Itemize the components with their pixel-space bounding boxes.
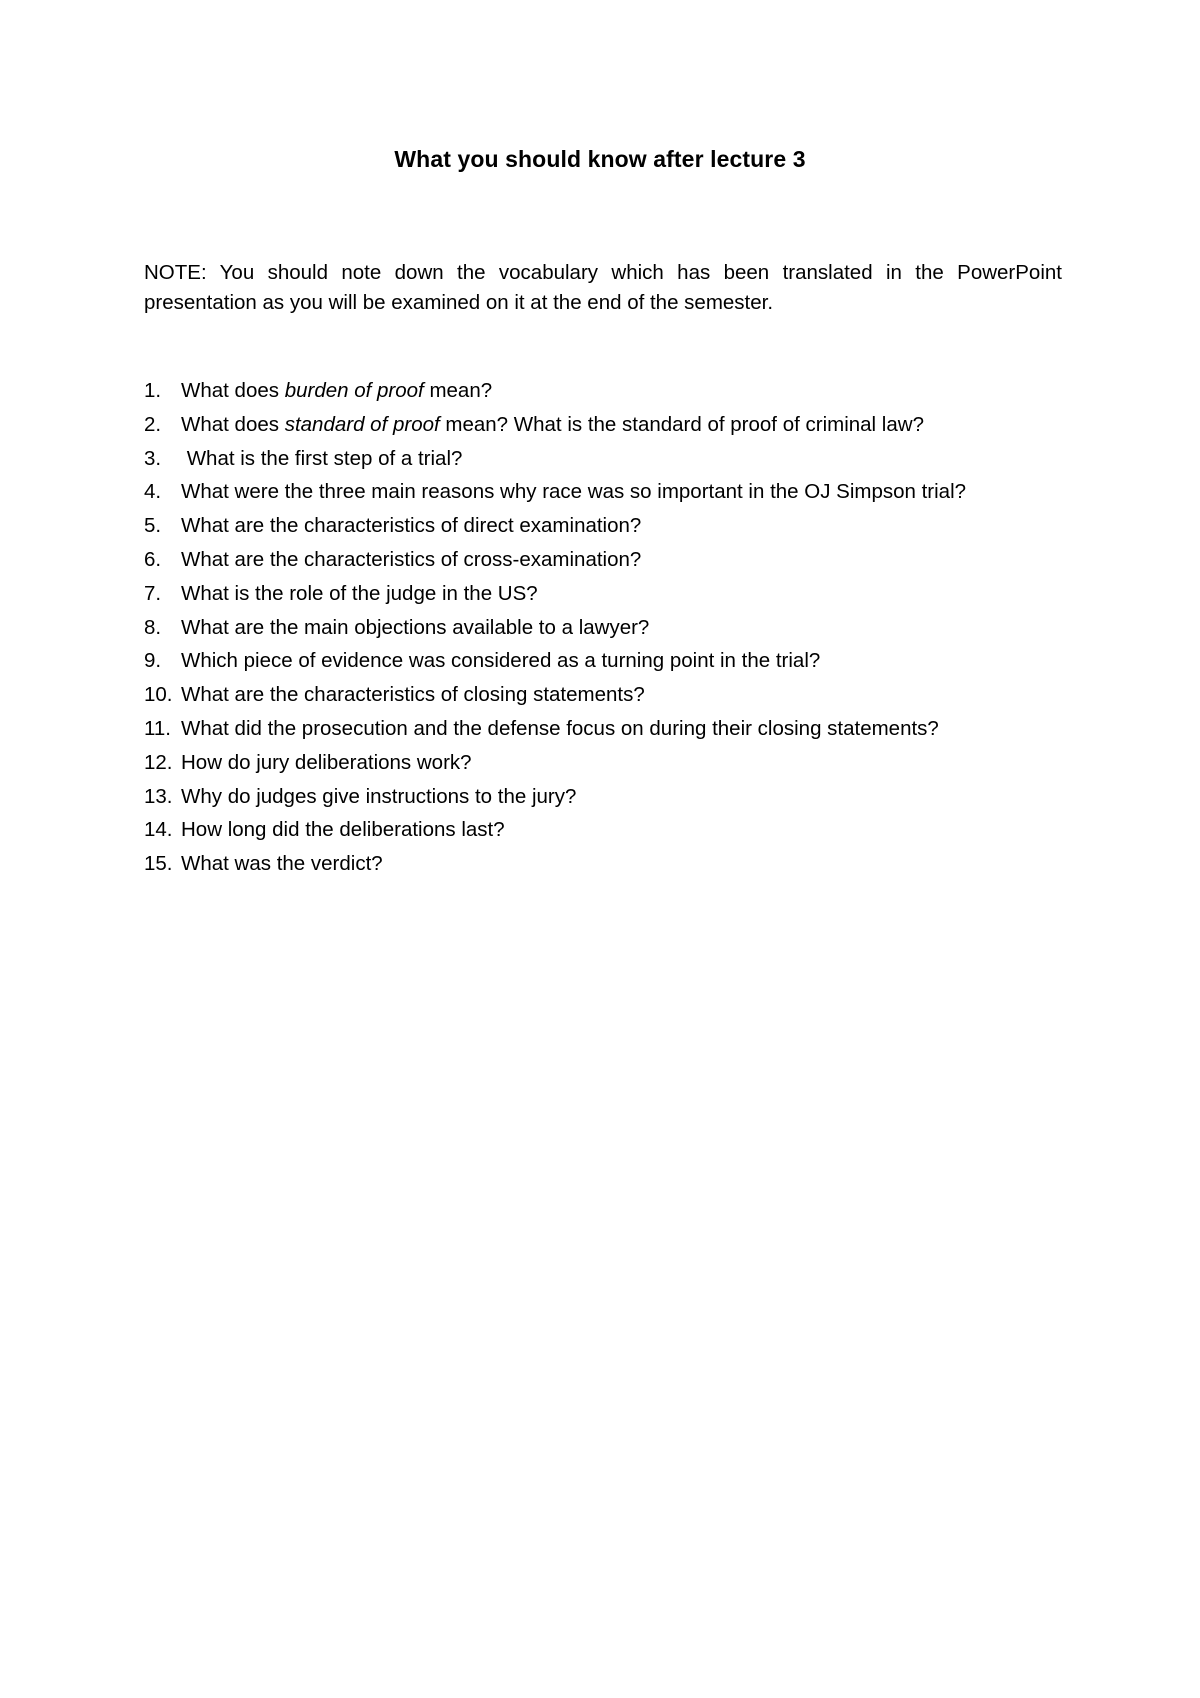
question-text-part: mean? — [423, 379, 493, 402]
question-item — [144, 410, 1104, 444]
question-text-part: What does — [181, 412, 285, 436]
question-item — [144, 782, 1104, 816]
question-number: 3. — [144, 446, 162, 470]
question-text — [181, 613, 649, 647]
question-text-part: What does — [181, 379, 285, 402]
question-number: 12. — [144, 750, 173, 774]
question-item — [144, 646, 1104, 680]
question-text-part: Which piece of evidence was considered as a turning point in the trial? — [181, 649, 821, 673]
question-number: 10. — [144, 683, 173, 707]
question-item — [144, 444, 1104, 478]
question-text — [181, 815, 505, 849]
question-item — [144, 714, 1104, 748]
question-item — [144, 815, 1104, 849]
question-number: 4. — [144, 480, 162, 504]
question-item — [144, 748, 1104, 782]
question-number: 15. — [144, 852, 173, 876]
question-number: 7. — [144, 581, 162, 605]
question-text-part: mean? What is the standard of proof of criminal law? — [439, 412, 924, 436]
question-item — [144, 511, 1104, 545]
question-item — [144, 613, 1104, 647]
question-text-part: What were the three main reasons why race was so important in the OJ Simpson trial? — [181, 480, 967, 504]
question-text — [181, 680, 645, 714]
question-number: 14. — [144, 818, 173, 842]
question-text-part: What is the first step of a trial? — [181, 446, 463, 470]
question-text-part: What are the characteristics of closing statements? — [181, 683, 645, 707]
question-item — [144, 376, 1104, 410]
question-italic-term: standard of proof — [284, 412, 440, 436]
question-list — [144, 376, 1104, 883]
question-number: 13. — [144, 784, 173, 808]
question-text — [181, 849, 383, 883]
question-text — [181, 579, 538, 613]
question-item — [144, 849, 1104, 883]
question-text-part: What are the main objections available to a lawyer? — [181, 615, 650, 639]
question-text — [181, 545, 641, 579]
question-text-part: What is the role of the judge in the US? — [181, 581, 538, 605]
question-italic-term: burden of proof — [284, 379, 424, 402]
question-text-part: How do jury deliberations work? — [181, 750, 472, 774]
question-text-part: Why do judges give instructions to the jury? — [181, 784, 577, 808]
question-text — [181, 376, 492, 410]
question-item — [144, 477, 1104, 511]
question-number: 9. — [144, 649, 162, 673]
question-text — [181, 444, 462, 478]
vocabulary-note: NOTE: You should note down the vocabulary which has been translated in the PowerPoint presentation as you will be examined on it at the end of the semester. — [144, 261, 1062, 314]
question-text — [181, 477, 966, 511]
question-number: 6. — [144, 547, 162, 571]
question-text — [181, 646, 820, 680]
question-text — [181, 410, 924, 444]
question-text-part: What was the verdict? — [181, 852, 383, 876]
question-text-part: What did the prosecution and the defense focus on during their closing statements? — [181, 716, 939, 740]
question-number: 5. — [144, 514, 162, 538]
question-text — [181, 782, 576, 816]
question-text-part: How long did the deliberations last? — [181, 818, 505, 842]
question-number: 2. — [144, 412, 162, 436]
question-text-part: What are the characteristics of cross-examination? — [181, 547, 642, 571]
document-title: What you should know after lecture 3 — [394, 146, 806, 172]
question-text — [181, 714, 939, 748]
question-item — [144, 579, 1104, 613]
question-text — [181, 748, 472, 782]
question-number: 1. — [144, 379, 162, 402]
question-number: 8. — [144, 615, 162, 639]
question-text-part: What are the characteristics of direct examination? — [181, 514, 642, 538]
question-number: 11. — [144, 716, 171, 740]
question-text — [181, 511, 641, 545]
question-item — [144, 545, 1104, 579]
question-item — [144, 680, 1104, 714]
